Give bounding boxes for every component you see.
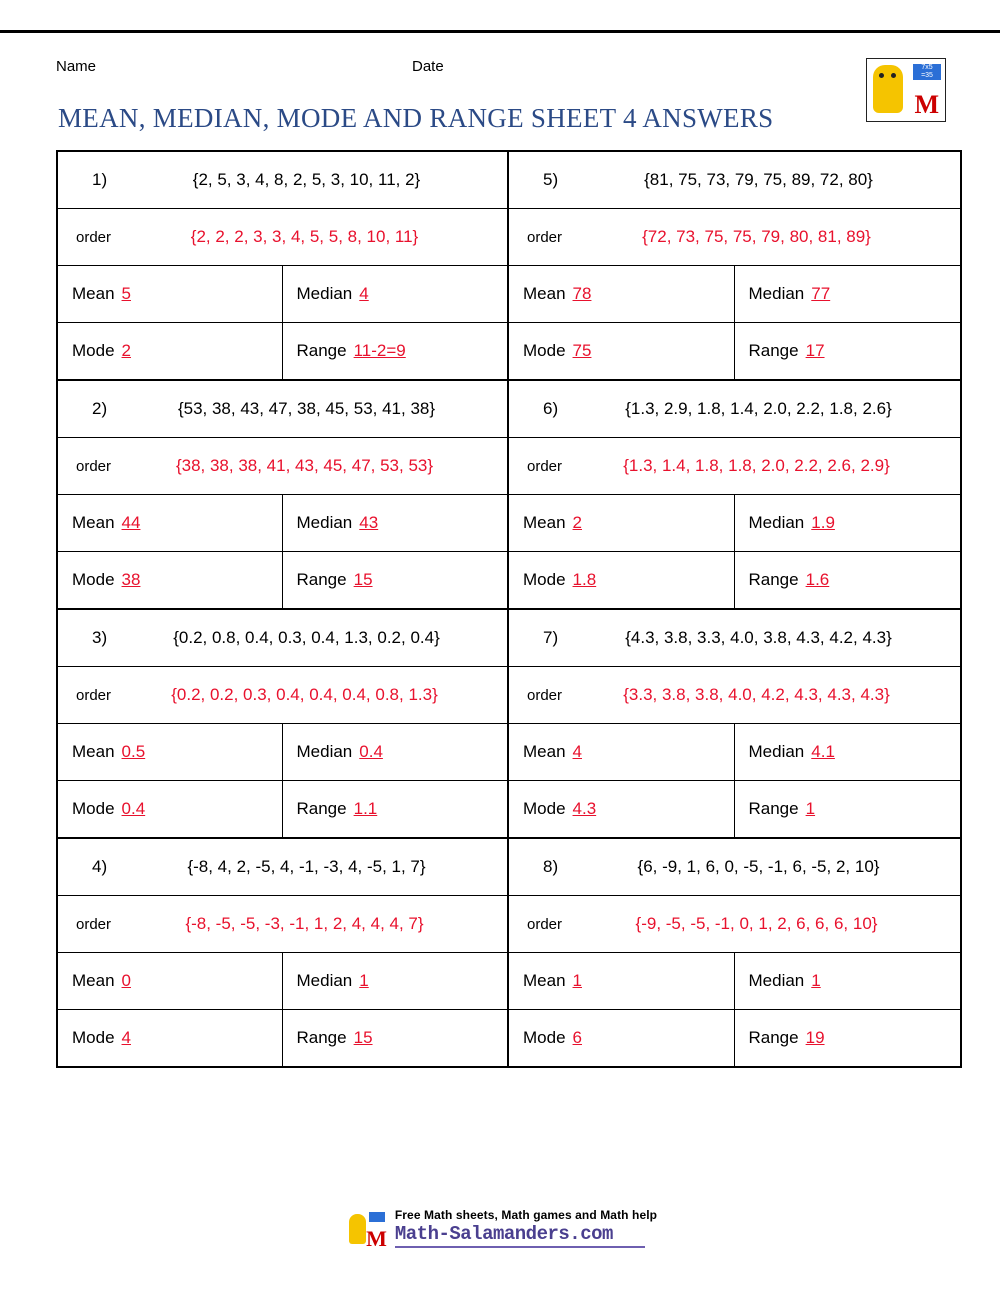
mean-cell (509, 724, 735, 780)
top-divider (0, 30, 1000, 33)
range-value: 11-2=9 (353, 341, 406, 360)
dataset-line (58, 152, 507, 208)
dataset-values: {6, -9, 1, 6, 0, -5, -1, 6, -5, 2, 10} (637, 857, 880, 876)
mean-value: 78 (572, 284, 592, 303)
order-values: {1.3, 1.4, 1.8, 1.8, 2.0, 2.2, 2.6, 2.9} (623, 456, 890, 475)
order-values: {38, 38, 38, 41, 43, 45, 47, 53, 53} (175, 456, 434, 475)
footer-underline (395, 1246, 645, 1248)
mode-label: Mode (523, 799, 566, 818)
answers-table (56, 150, 962, 1068)
logo-badge (913, 64, 941, 80)
footer-content (343, 1208, 658, 1251)
order-row (509, 209, 960, 266)
problem-number: 4) (92, 857, 108, 876)
dataset-line (58, 381, 507, 437)
problem-cell-4 (58, 839, 509, 1066)
order-values: {72, 73, 75, 75, 79, 80, 81, 89} (642, 227, 871, 246)
range-label: Range (296, 341, 347, 360)
range-cell (283, 323, 508, 379)
median-label: Median (296, 513, 353, 532)
order-line (509, 667, 960, 723)
page-footer (0, 1208, 1000, 1251)
order-line (58, 438, 507, 494)
mean-cell (509, 266, 735, 322)
footer-tagline: Free Math sheets, Math games and Math help (394, 1208, 658, 1222)
problem-cell-6 (509, 381, 960, 608)
salamander-mascot-icon (873, 65, 903, 113)
range-label: Range (748, 570, 799, 589)
dataset-line (509, 381, 960, 437)
median-label: Median (748, 971, 805, 990)
median-cell (283, 495, 508, 551)
mode-cell (509, 781, 735, 837)
median-value: 1 (811, 971, 821, 990)
logo-badge-top: 7x5 (921, 64, 933, 71)
problem-cell-1 (58, 152, 509, 379)
mean-label: Mean (523, 742, 566, 761)
page-title: MEAN, MEDIAN, MODE AND RANGE SHEET 4 ANSWERS (58, 103, 774, 133)
mode-range-row (509, 552, 960, 608)
mode-cell (58, 552, 283, 608)
dataset-values: {1.3, 2.9, 1.8, 1.4, 2.0, 2.2, 1.8, 2.6} (625, 399, 892, 418)
dataset-values: {2, 5, 3, 4, 8, 2, 5, 3, 10, 11, 2} (192, 170, 421, 189)
dataset-line (509, 152, 960, 208)
problem-cell-5 (509, 152, 960, 379)
mean-label: Mean (523, 971, 566, 990)
dataset-line (509, 610, 960, 666)
range-value: 19 (805, 1028, 825, 1047)
median-cell (735, 724, 961, 780)
footer-badge-icon (369, 1212, 385, 1222)
range-value: 1.6 (805, 570, 830, 589)
mode-label: Mode (72, 341, 115, 360)
mean-cell (58, 953, 283, 1009)
mean-median-row (509, 953, 960, 1010)
footer-site-name[interactable]: Math-Salamanders.com (394, 1223, 613, 1245)
median-cell (283, 266, 508, 322)
mode-cell (509, 552, 735, 608)
order-label: order (527, 915, 563, 933)
dataset-row (58, 152, 507, 209)
range-label: Range (296, 799, 347, 818)
median-value: 77 (811, 284, 831, 303)
problem-block (58, 381, 960, 610)
mean-median-row (58, 724, 507, 781)
range-label: Range (748, 341, 799, 360)
median-cell (283, 724, 508, 780)
order-line (509, 438, 960, 494)
order-label: order (76, 228, 112, 246)
mean-value: 4 (572, 742, 582, 761)
mean-cell (509, 953, 735, 1009)
mode-label: Mode (72, 1028, 115, 1047)
problem-block (58, 152, 960, 381)
mean-cell (58, 266, 283, 322)
order-label: order (527, 228, 563, 246)
order-values: {-9, -5, -5, -1, 0, 1, 2, 6, 6, 6, 10} (635, 914, 878, 933)
dataset-row (509, 152, 960, 209)
order-label: order (76, 686, 112, 704)
range-value: 17 (805, 341, 825, 360)
mode-label: Mode (523, 1028, 566, 1047)
dataset-values: {0.2, 0.8, 0.4, 0.3, 0.4, 1.3, 0.2, 0.4} (173, 628, 440, 647)
problem-number: 1) (92, 170, 108, 189)
order-line (58, 896, 507, 952)
logo-m-letter: M (914, 90, 939, 119)
mode-value: 4 (121, 1028, 131, 1047)
order-values: {0.2, 0.2, 0.3, 0.4, 0.4, 0.4, 0.8, 1.3} (171, 685, 438, 704)
dataset-line (58, 839, 507, 895)
order-label: order (76, 915, 112, 933)
problem-cell-8 (509, 839, 960, 1066)
mode-value: 4.3 (572, 799, 597, 818)
problem-block (58, 839, 960, 1066)
order-label: order (527, 686, 563, 704)
mode-range-row (509, 323, 960, 379)
mean-value: 44 (121, 513, 141, 532)
mean-value: 2 (572, 513, 582, 532)
mean-label: Mean (523, 284, 566, 303)
range-label: Range (296, 570, 347, 589)
mean-value: 1 (572, 971, 582, 990)
problem-cell-7 (509, 610, 960, 837)
footer-salamander-icon (349, 1214, 366, 1244)
mode-range-row (509, 781, 960, 837)
order-row (509, 896, 960, 953)
mode-value: 75 (572, 341, 592, 360)
order-line (509, 896, 960, 952)
logo-badge-bottom: =35 (921, 72, 933, 79)
median-value: 43 (359, 513, 379, 532)
order-row (58, 667, 507, 724)
order-row (509, 438, 960, 495)
range-value: 1.1 (353, 799, 378, 818)
median-value: 1 (359, 971, 369, 990)
median-label: Median (748, 742, 805, 761)
range-value: 15 (353, 570, 373, 589)
mode-cell (509, 323, 735, 379)
mode-value: 2 (121, 341, 131, 360)
mean-median-row (58, 495, 507, 552)
dataset-row (509, 610, 960, 667)
mode-cell (58, 323, 283, 379)
order-row (509, 667, 960, 724)
median-value: 1.9 (811, 513, 835, 532)
range-cell (283, 552, 508, 608)
order-label: order (527, 457, 563, 475)
problem-number: 2) (92, 399, 108, 418)
mode-label: Mode (72, 799, 115, 818)
mean-label: Mean (523, 513, 566, 532)
order-label: order (76, 457, 112, 475)
dataset-row (58, 839, 507, 896)
mean-median-row (509, 724, 960, 781)
mean-median-row (509, 266, 960, 323)
order-values: {3.3, 3.8, 3.8, 4.0, 4.2, 4.3, 4.3, 4.3} (623, 685, 890, 704)
problem-number: 3) (92, 628, 108, 647)
math-salamanders-logo (866, 58, 946, 122)
median-label: Median (748, 284, 805, 303)
range-cell (735, 323, 961, 379)
problem-cell-3 (58, 610, 509, 837)
range-cell (735, 552, 961, 608)
order-row (58, 209, 507, 266)
mode-range-row (509, 1010, 960, 1066)
mode-value: 6 (572, 1028, 582, 1047)
dataset-values: {81, 75, 73, 79, 75, 89, 72, 80} (644, 170, 873, 189)
order-line (58, 209, 507, 265)
dataset-row (509, 839, 960, 896)
mode-cell (58, 781, 283, 837)
order-row (58, 438, 507, 495)
mean-label: Mean (72, 513, 115, 532)
median-value: 0.4 (359, 742, 383, 761)
median-label: Median (296, 971, 353, 990)
range-label: Range (748, 1028, 799, 1047)
mode-range-row (58, 323, 507, 379)
problem-number: 8) (543, 857, 559, 876)
mode-label: Mode (523, 341, 566, 360)
order-line (509, 209, 960, 265)
mode-range-row (58, 1010, 507, 1066)
median-cell (735, 953, 961, 1009)
name-label: Name (56, 58, 97, 75)
median-cell (283, 953, 508, 1009)
footer-m-letter: M (366, 1226, 387, 1251)
median-cell (735, 266, 961, 322)
median-value: 4 (359, 284, 369, 303)
mode-label: Mode (72, 570, 115, 589)
mode-value: 38 (121, 570, 141, 589)
mean-cell (509, 495, 735, 551)
dataset-row (58, 610, 507, 667)
mode-cell (58, 1010, 283, 1066)
dataset-row (509, 381, 960, 438)
dataset-line (58, 610, 507, 666)
range-cell (735, 1010, 961, 1066)
order-line (58, 667, 507, 723)
median-value: 4.1 (811, 742, 835, 761)
mean-cell (58, 724, 283, 780)
median-label: Median (296, 742, 353, 761)
dataset-values: {4.3, 3.8, 3.3, 4.0, 3.8, 4.3, 4.2, 4.3} (625, 628, 892, 647)
mean-cell (58, 495, 283, 551)
range-label: Range (296, 1028, 347, 1047)
mean-value: 0 (121, 971, 131, 990)
mean-median-row (58, 266, 507, 323)
range-label: Range (748, 799, 799, 818)
mode-cell (509, 1010, 735, 1066)
problem-number: 6) (543, 399, 559, 418)
range-cell (283, 1010, 508, 1066)
mode-range-row (58, 781, 507, 837)
mean-label: Mean (72, 971, 115, 990)
range-cell (735, 781, 961, 837)
mean-label: Mean (72, 742, 115, 761)
mean-value: 5 (121, 284, 131, 303)
mode-range-row (58, 552, 507, 608)
order-row (58, 896, 507, 953)
dataset-values: {-8, 4, 2, -5, 4, -1, -3, 4, -5, 1, 7} (187, 857, 426, 876)
order-values: {2, 2, 2, 3, 3, 4, 5, 5, 8, 10, 11} (190, 227, 419, 246)
mean-value: 0.5 (121, 742, 146, 761)
dataset-values: {53, 38, 43, 47, 38, 45, 53, 41, 38} (177, 399, 436, 418)
mode-value: 1.8 (572, 570, 597, 589)
problem-block (58, 610, 960, 839)
mode-value: 0.4 (121, 799, 146, 818)
median-label: Median (748, 513, 805, 532)
median-label: Median (296, 284, 353, 303)
median-cell (735, 495, 961, 551)
range-value: 15 (353, 1028, 373, 1047)
problem-cell-2 (58, 381, 509, 608)
dataset-row (58, 381, 507, 438)
mean-median-row (509, 495, 960, 552)
problem-number: 5) (543, 170, 559, 189)
date-label: Date (412, 58, 444, 75)
mean-label: Mean (72, 284, 115, 303)
problem-number: 7) (543, 628, 559, 647)
mean-median-row (58, 953, 507, 1010)
mode-label: Mode (523, 570, 566, 589)
dataset-line (509, 839, 960, 895)
footer-logo-icon (343, 1210, 389, 1250)
order-values: {-8, -5, -5, -3, -1, 1, 2, 4, 4, 4, 7} (185, 914, 424, 933)
range-cell (283, 781, 508, 837)
header-fields (56, 58, 946, 82)
range-value: 1 (805, 799, 816, 818)
